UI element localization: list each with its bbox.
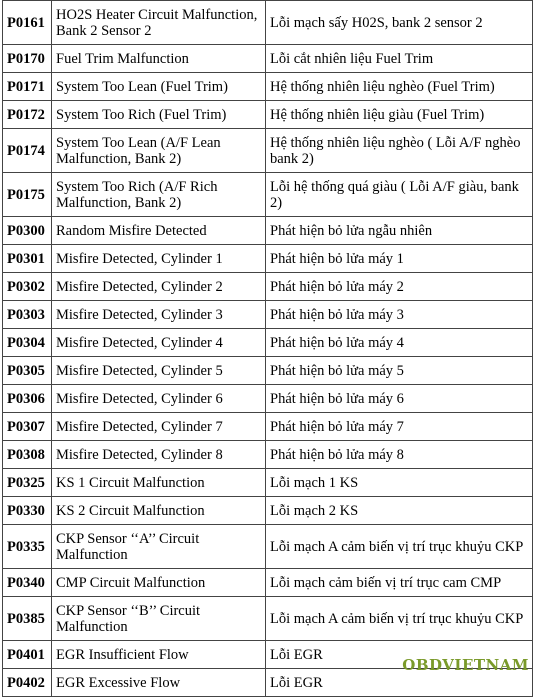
- dtc-description-en: KS 1 Circuit Malfunction: [52, 469, 266, 497]
- dtc-code: P0306: [3, 385, 52, 413]
- dtc-description-vi: Hệ thống nhiên liệu nghèo (Fuel Trim): [266, 73, 533, 101]
- dtc-table: [2, 0, 533, 697]
- brand-watermark: OBDVIETNAM: [402, 656, 529, 674]
- dtc-code: P0335: [3, 525, 52, 569]
- table-row: [3, 385, 533, 413]
- table-row: [3, 525, 533, 569]
- dtc-description-vi: Phát hiện bỏ lửa máy 6: [266, 385, 533, 413]
- dtc-description-en: System Too Lean (A/F Lean Malfunction, Bank 2): [52, 129, 266, 173]
- dtc-code: P0301: [3, 245, 52, 273]
- dtc-description-vi: Phát hiện bỏ lửa máy 4: [266, 329, 533, 357]
- dtc-code: P0401: [3, 641, 52, 669]
- dtc-description-vi: Lỗi mạch sấy H02S, bank 2 sensor 2: [266, 1, 533, 45]
- dtc-code: P0325: [3, 469, 52, 497]
- dtc-code: P0385: [3, 597, 52, 641]
- dtc-description-en: Misfire Detected, Cylinder 1: [52, 245, 266, 273]
- dtc-description-vi: Lỗi EGR: [266, 641, 533, 669]
- dtc-description-en: Misfire Detected, Cylinder 7: [52, 413, 266, 441]
- dtc-description-vi: Phát hiện bỏ lửa máy 7: [266, 413, 533, 441]
- dtc-description-en: Misfire Detected, Cylinder 6: [52, 385, 266, 413]
- dtc-description-en: Misfire Detected, Cylinder 2: [52, 273, 266, 301]
- dtc-description-en: Random Misfire Detected: [52, 217, 266, 245]
- table-row: [3, 357, 533, 385]
- dtc-description-vi: Phát hiện bỏ lửa máy 8: [266, 441, 533, 469]
- dtc-description-vi: Lỗi cắt nhiên liệu Fuel Trim: [266, 45, 533, 73]
- dtc-description-en: CKP Sensor ‘‘A’’ Circuit Malfunction: [52, 525, 266, 569]
- dtc-code: P0172: [3, 101, 52, 129]
- dtc-description-vi: Phát hiện bỏ lửa ngẫu nhiên: [266, 217, 533, 245]
- dtc-description-vi: Lỗi mạch 2 KS: [266, 497, 533, 525]
- dtc-description-vi: Phát hiện bỏ lửa máy 1: [266, 245, 533, 273]
- dtc-description-en: Misfire Detected, Cylinder 3: [52, 301, 266, 329]
- dtc-description-en: EGR Excessive Flow: [52, 669, 266, 697]
- table-row: [3, 101, 533, 129]
- dtc-description-en: CKP Sensor ‘‘B’’ Circuit Malfunction: [52, 597, 266, 641]
- dtc-description-en: Misfire Detected, Cylinder 8: [52, 441, 266, 469]
- dtc-description-en: Misfire Detected, Cylinder 4: [52, 329, 266, 357]
- dtc-description-en: System Too Rich (A/F Rich Malfunction, Bank 2): [52, 173, 266, 217]
- dtc-code: P0161: [3, 1, 52, 45]
- dtc-description-en: Fuel Trim Malfunction: [52, 45, 266, 73]
- dtc-code: P0307: [3, 413, 52, 441]
- dtc-code: P0304: [3, 329, 52, 357]
- dtc-description-en: KS 2 Circuit Malfunction: [52, 497, 266, 525]
- dtc-description-en: System Too Lean (Fuel Trim): [52, 73, 266, 101]
- dtc-code: P0300: [3, 217, 52, 245]
- dtc-description-vi: Phát hiện bỏ lửa máy 2: [266, 273, 533, 301]
- dtc-description-vi: Lỗi mạch cảm biến vị trí trục cam CMP: [266, 569, 533, 597]
- dtc-code: P0330: [3, 497, 52, 525]
- dtc-code: P0305: [3, 357, 52, 385]
- table-row: [3, 497, 533, 525]
- table-row: [3, 469, 533, 497]
- table-row: [3, 1, 533, 45]
- dtc-code: P0402: [3, 669, 52, 697]
- dtc-code: P0303: [3, 301, 52, 329]
- dtc-code: P0308: [3, 441, 52, 469]
- dtc-description-en: Misfire Detected, Cylinder 5: [52, 357, 266, 385]
- table-row: [3, 597, 533, 641]
- dtc-code: P0302: [3, 273, 52, 301]
- dtc-description-vi: Lỗi mạch A cảm biến vị trí trục khuỷu CKP: [266, 525, 533, 569]
- table-row: [3, 173, 533, 217]
- dtc-description-en: HO2S Heater Circuit Malfunction, Bank 2 Sensor 2: [52, 1, 266, 45]
- table-row: [3, 329, 533, 357]
- dtc-description-vi: Lỗi hệ thống quá giàu ( Lỗi A/F giàu, bank 2): [266, 173, 533, 217]
- dtc-description-vi: Phát hiện bỏ lửa máy 5: [266, 357, 533, 385]
- dtc-description-en: System Too Rich (Fuel Trim): [52, 101, 266, 129]
- dtc-table-body: [3, 1, 533, 697]
- table-row: [3, 217, 533, 245]
- table-row: [3, 569, 533, 597]
- dtc-description-vi: Lỗi mạch A cảm biến vị trí trục khuỷu CKP: [266, 597, 533, 641]
- dtc-description-vi: Phát hiện bỏ lửa máy 3: [266, 301, 533, 329]
- table-row: [3, 413, 533, 441]
- dtc-description-en: CMP Circuit Malfunction: [52, 569, 266, 597]
- dtc-code: P0170: [3, 45, 52, 73]
- table-row: [3, 301, 533, 329]
- dtc-code: P0171: [3, 73, 52, 101]
- dtc-description-vi: Hệ thống nhiên liệu nghèo ( Lỗi A/F nghèo bank 2): [266, 129, 533, 173]
- dtc-code: P0340: [3, 569, 52, 597]
- dtc-description-vi: Hệ thống nhiên liệu giàu (Fuel Trim): [266, 101, 533, 129]
- dtc-code: P0175: [3, 173, 52, 217]
- dtc-description-vi: Lỗi EGR: [266, 669, 533, 697]
- dtc-description-vi: Lỗi mạch 1 KS: [266, 469, 533, 497]
- table-row: [3, 273, 533, 301]
- dtc-code: P0174: [3, 129, 52, 173]
- table-row: [3, 45, 533, 73]
- table-row: [3, 245, 533, 273]
- table-row: [3, 129, 533, 173]
- dtc-description-en: EGR Insufficient Flow: [52, 641, 266, 669]
- table-row: [3, 73, 533, 101]
- table-row: [3, 441, 533, 469]
